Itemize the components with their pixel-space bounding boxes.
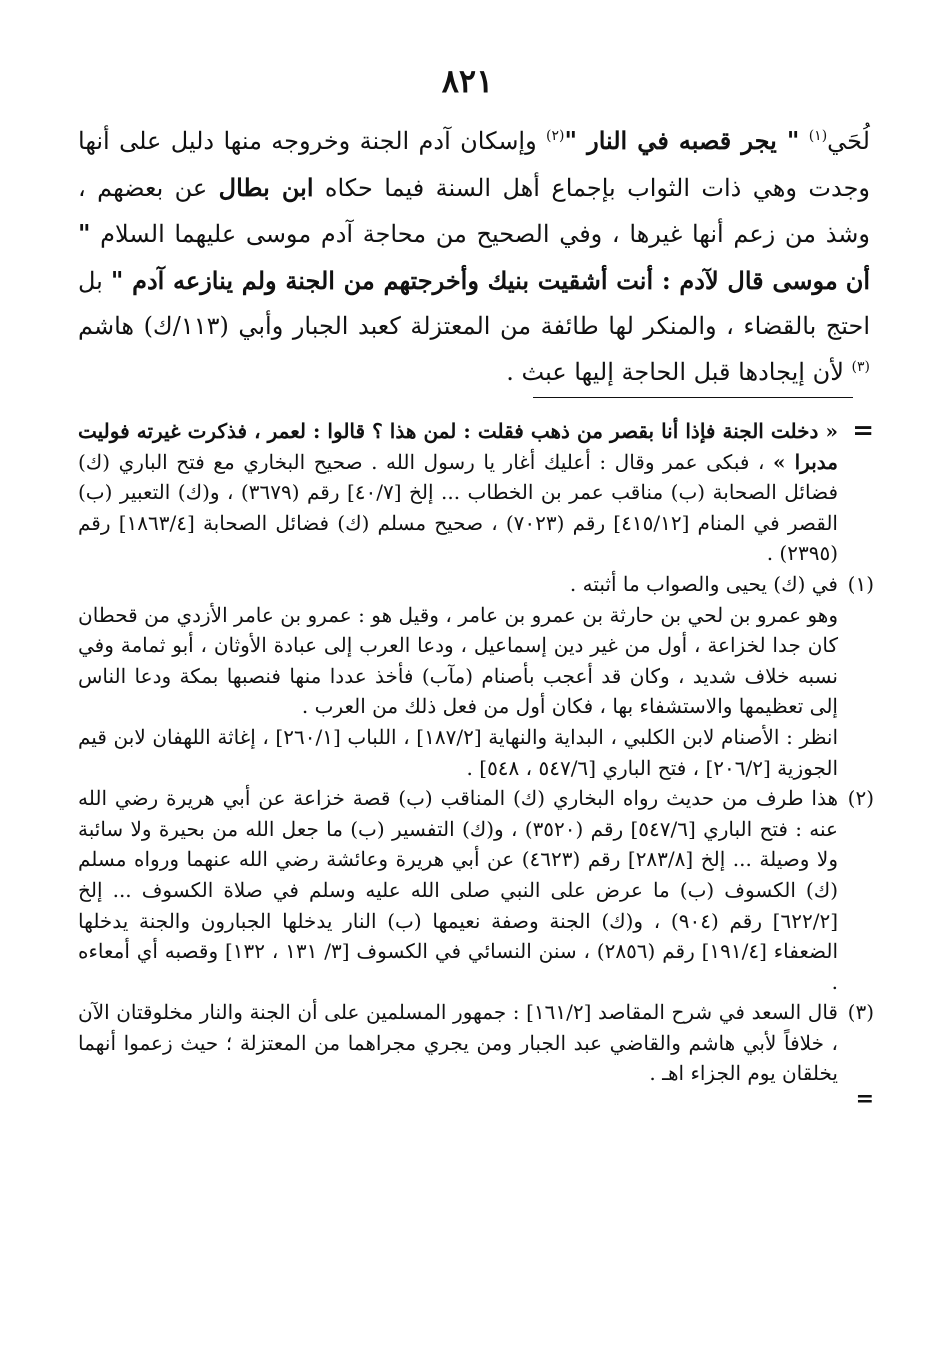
hadith-quote: « دخلت الجنة فإذا أنا بقصر من ذهب فقلت : لمن هذا ؟ قالوا : لعمر ، فذكرت غيرته فوليت مدبرا »	[78, 419, 838, 474]
footnote-ref-3[interactable]: (٣)	[851, 358, 870, 375]
footnote-ref-2[interactable]: (٢)	[546, 128, 565, 144]
footnote-number: (٣)	[847, 1000, 874, 1025]
continuation-mark: =	[852, 416, 874, 446]
page-number: ٨٢١	[441, 62, 494, 100]
footnote-paragraph: في (ك) يحيى والصواب ما أثبته .	[569, 571, 838, 596]
footnote-body	[78, 569, 838, 783]
footnote-ref-1[interactable]: (١)	[808, 128, 828, 144]
text-segment: وشذ من زعم أنها غيرها ، وفي الصحيح من محاجة آدم موسى عليهما السلام	[90, 220, 870, 248]
footnote-paragraph	[78, 416, 838, 569]
text-segment: لأن إيجادها قبل الحاجة إليها عبث .	[506, 357, 844, 386]
footnote-body	[78, 997, 838, 1089]
text-segment: وإسكان آدم الجنة وخروجه منها دليل على أنها	[78, 127, 547, 155]
footnote-number: (٢)	[847, 786, 874, 811]
footnote-1	[78, 569, 874, 783]
text-segment: وجدت وهي ذات الثواب بإجماع أهل السنة فيما حكاه	[313, 173, 870, 202]
text-segment: احتج بالقضاء ، والمنكر لها طائفة من المعتزلة كعبد الجبار وأبي (١١٣/ك) هاشم	[78, 312, 870, 340]
footnote-2	[78, 783, 874, 997]
footnote-end	[78, 1086, 874, 1113]
footnote-3	[78, 997, 874, 1089]
scholar-name: ابن بطال	[218, 172, 314, 202]
footnote-paragraph: انظر : الأصنام لابن الكلبي ، البداية والنهاية [١٨٧/٢] ، اللباب [٢٦٠/١] ، إغاثة اللهفان لابن قيم الجوزية [٢٠٦/٢] ، فتح الباري [٥٤٧/٦ ، ٥٤٨] .	[78, 724, 838, 780]
continues-mark: =	[855, 1086, 874, 1113]
text-segment: ، فبكى عمر وقال : أعليك أغار يا رسول الله . صحيح البخاري مع فتح الباري (ك) فضائل الصحابة (ب) مناقب عمر بن الخطاب ... إلخ [٤٠/٧] رقم (٣٦٧٩) ، و(ك) التعبير (ب) القصر في المنام [٤١٥/١٢] رقم (٧٠٢٣) ، صحيح مسلم (ك) فضائل الصحابة [١٨٦٣/٤] رقم (٢٣٩٥) .	[78, 449, 838, 566]
footnote-paragraph: هذا طرف من حديث رواه البخاري (ك) المناقب (ب) قصة خزاعة عن أبي هريرة رضي الله عنه : فتح الباري [٥٤٧/٦] رقم (٣٥٢٠) ، و(ك) التفسير (ب) ما جعل الله من بحيرة ولا سائبة ولا وصيلة ... إلخ [٢٨٣/٨] رقم (٤٦٢٣) عن أبي هريرة وعائشة رضي الله عنهما ورواه مسلم (ك) الكسوف (ب) ما عرض على النبي صلى الله عليه وسلم في صلاة الكسوف ... إلخ [٦٢٢/٢] رقم (٩٠٤) ، و(ك) الجنة وصفة نعيمها (ب) النار يدخلها الجبارون والجنة يدخلها الضعفاء [١٩١/٤] رقم (٢٨٥٦) ، سنن النسائي في الكسوف [٣/ ١٣١ ، ١٣٢] وقصبه أي أمعاءه .	[78, 786, 839, 994]
footnote-paragraph: وهو عمرو بن لحي بن حارثة بن عمرو بن عامر ، وقيل هو : عمرو بن عامر الأزدي من قحطان كان جدا لخزاعة ، أول من غير دين إسماعيل ، ودعا العرب إلى عبادة الأوثان ، أبو ثمامة وفي نسبه خلاف شديد ، وكان قد أعجب بأصنام (مآب) فأخذ عددا منها فنصبها بمكة ودعا الناس إلى تعظيمها والاستشفاء بها ، فكان أول من فعل ذلك من العرب .	[78, 602, 838, 719]
main-text	[78, 118, 870, 395]
hadith-quote-open: " أن	[78, 219, 870, 295]
hadith-quote: موسى قال لآدم : أنت أشقيت بنيك وأخرجتهم من الجنة ولم ينازعه آدم "	[110, 265, 838, 295]
footnote-body	[78, 416, 838, 569]
footnote-paragraph: قال السعد في شرح المقاصد [١٦١/٢] : جمهور المسلمين على أن الجنة والنار مخلوقتان الآن ، خلافاً لأبي هاشم والقاضي عبد الجبار ومن يجري مجراهما من المعتزلة ؛ حيث زعموا أنهما يخلقان يوم الجزاء اهـ .	[78, 1000, 838, 1086]
footnote-divider	[533, 397, 853, 398]
text-segment: بل	[78, 266, 111, 295]
main-paragraph	[78, 118, 870, 395]
text-segment: عن بعضهم ،	[78, 173, 219, 202]
footnote-continuation	[78, 416, 874, 569]
text-segment: لُحَي	[827, 127, 870, 155]
footnote-body	[78, 783, 838, 997]
hadith-quote: " يجر قصبه في النار "	[564, 126, 800, 155]
footnote-number: (١)	[847, 571, 874, 596]
footnotes	[78, 416, 874, 1113]
